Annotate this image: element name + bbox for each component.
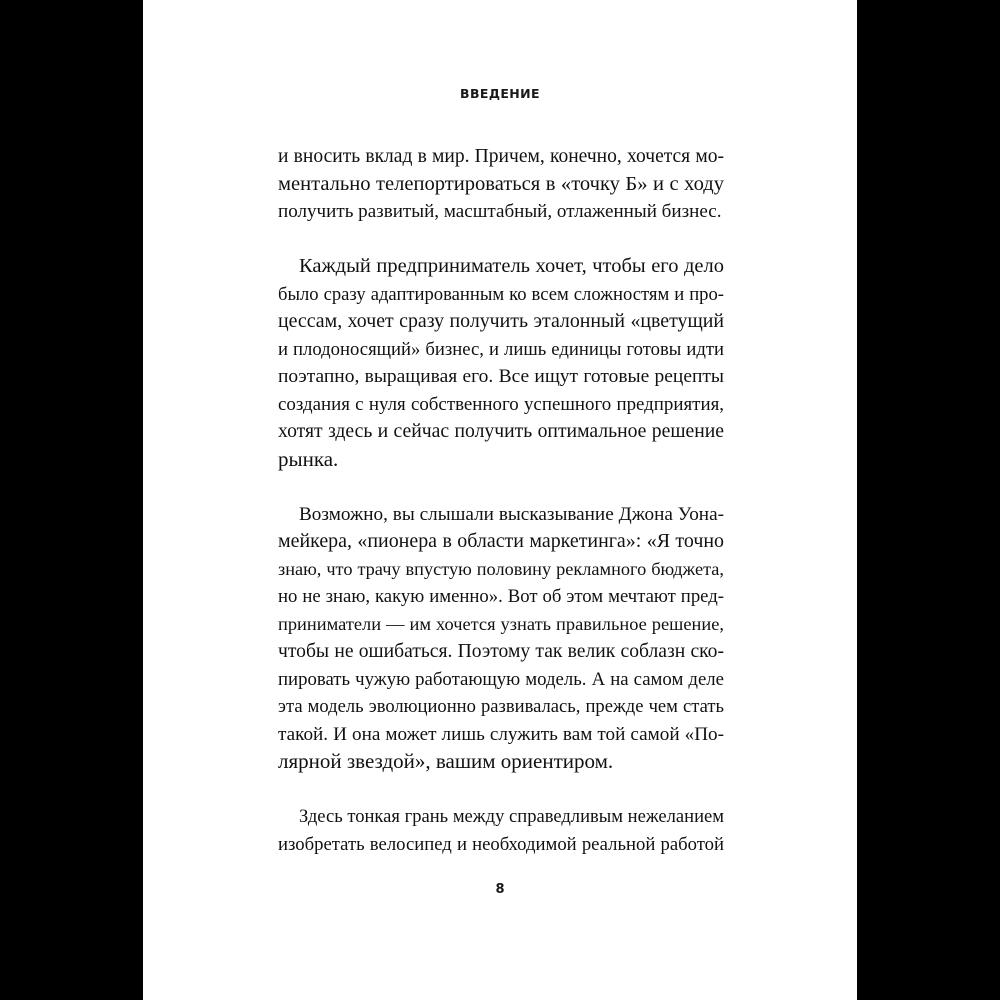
text-line: цессам, хочет сразу получить эталонный «цветущий [278, 310, 724, 332]
body-text [278, 143, 724, 886]
text-line: но не знаю, какую именно». Вот об этом мечтают пред- [278, 586, 724, 607]
text-line: Возможно, вы слышали высказывание Джона Уона- [299, 503, 724, 525]
text-line: и плодоносящий» бизнес, и лишь единицы готовы идти [278, 338, 724, 360]
paragraph-2 [278, 253, 724, 473]
text-line: знаю, что трачу впустую половину рекламного бюджета, [278, 558, 724, 579]
text-line: пировать чужую работающую модель. А на самом деле [278, 668, 724, 690]
text-line: Здесь тонкая грань между справедливым нежеланием [299, 806, 724, 827]
text-line: такой. И она может лишь служить вам той самой «По- [278, 723, 724, 745]
text-line: и вносить вклад в мир. Причем, конечно, хочется мо- [278, 146, 724, 167]
running-head: ВВЕДЕНИЕ [460, 86, 540, 101]
text-line: хотят здесь и сейчас получить оптимальное решение [278, 420, 724, 442]
text-line: приниматели — им хочется узнать правильное решение, [278, 613, 724, 634]
text-line: было сразу адаптированным ко всем сложностям и про- [278, 283, 724, 305]
text-line: эта модель эволюционно развивалась, прежде чем стать [278, 696, 724, 717]
text-line: изобретать велосипед и необходимой реальной работой [278, 833, 724, 855]
book-page [143, 0, 857, 1000]
paragraph-3 [278, 501, 724, 776]
text-line: рынка. [278, 446, 339, 471]
text-line: поэтапно, выращивая его. Все ищут готовые рецепты [278, 366, 724, 387]
text-line: получить развитый, масштабный, отлаженный бизнес. [278, 201, 722, 222]
text-line: чтобы не ошибаться. Поэтому так велик соблазн ско- [278, 641, 724, 662]
paragraph-1 [278, 143, 724, 226]
text-line: мейкера, «пионера в области маркетинга»: «Я точно [278, 530, 724, 552]
text-line: Каждый предприниматель хочет, чтобы его дело [299, 255, 724, 277]
text-line: создания с нуля собственного успешного предприятия, [278, 393, 724, 415]
paragraph-4 [278, 803, 724, 858]
text-line: лярной звездой», вашим ориентиром. [278, 749, 614, 773]
text-line: ментально телепортироваться в «точку Б» и с ходу [278, 172, 724, 195]
page-number: 8 [495, 882, 505, 897]
